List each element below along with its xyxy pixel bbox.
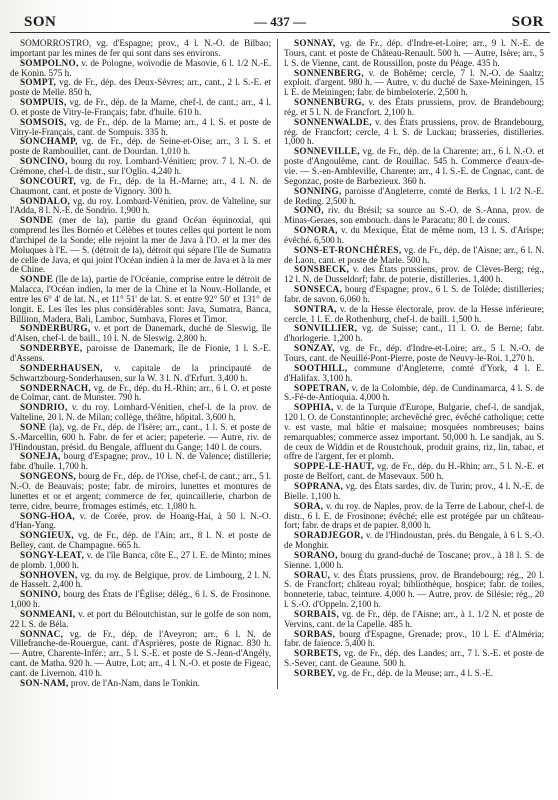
dictionary-entry (10, 630, 271, 679)
entry-headword: SONCHAMP, (20, 136, 78, 147)
dictionary-entry (284, 364, 544, 384)
entry-text: v. du roy. Lombard-Vénitien, chef-l. de la prov. de Valteline, 20 l. N. de Milan; collège, théâtre, hôpital. 3,600 h. (10, 402, 271, 423)
entry-headword: SONNAY, (294, 38, 336, 48)
entry-text: v. de la Colombie, dép. de Cundinamarca, 4 l. S. de S.-Fé-de-Antioquia. 4,000 h. (284, 382, 544, 403)
entry-headword: SONS-ET-RONCHÈRES, (294, 244, 402, 255)
dictionary-entry (10, 98, 271, 118)
dictionary-entry (10, 423, 271, 453)
entry-text: vg. des États sardes, div. de Turin; prov., 4 l. N.-E. de Bielle. 1,100 h. (284, 480, 544, 501)
dictionary-entry (284, 147, 544, 186)
entry-headword: SORADJEGOR, (294, 530, 364, 541)
entry-headword: SONDERNACH, (20, 382, 91, 393)
dictionary-entry (284, 206, 544, 226)
dictionary-entry (10, 551, 271, 571)
entry-text: vg. de Suisse; cant., 11 l. O. de Berne; fabr. d'horlogerie. 1,200 h. (284, 323, 544, 344)
entry-text: vg. de Fr., dép. de l'Aisne; arr., 6 l. N. de Laon, cant. et poste de Marle. 500 h. (284, 244, 544, 265)
entry-headword: SORA, (294, 500, 324, 511)
dictionary-entry (10, 403, 271, 423)
dictionary-entry (284, 246, 544, 266)
entry-text: v. et port du Béloutchistan, sur le golfe de son nom, 22 l. S. de Béla. (10, 608, 271, 629)
entry-text: (la), vg. de Fr., dép. de l'Isère; arr., cant., 1 l. S. et poste de S.-Marcellin, 600 h. Fabr. de fer et acier; papeterie. — Autre, riv. de l'Hindoustan, présid. du Bengale, affluent du Gange; 140 l. de cours. (10, 421, 271, 452)
entry-headword: SONNENBERG, (294, 67, 364, 78)
entry-text: SOMORROSTRO, vg. d'Espagne; prov., 4 l. N.-O. de Bilbao; important par les mines de fer qui sont dans ses environs. (10, 38, 271, 58)
entry-text: v. de l'Hindoustan, prés. du Bengale, à 6 l. S.-O. de Monghir. (284, 530, 544, 551)
entry-text: v. des États prussiens, prov. de Brandebourg; rég., 20 l. S. de Francfort; château royal; bibliothèque, hospice; fabr. de toiles, bonneterie, tabac, teinture. 4,000 h. — Autre, prov. de Silésie; rég., 20 l. S.-O. d'Oppeln. 2,100 h. (284, 569, 544, 610)
dictionary-entry (284, 403, 544, 462)
entry-text: vg. de Fr., dép. de l'Aisne; arr., à 1. 1/2 N. et poste de Vervins, cant. de la Capelle. 485 h. (284, 608, 544, 629)
entry-text: v. de Bohême; cercle, 7 l. N.-O. de Saaltz; exploit. d'argent. 980 h. — Autre, v. du duché de Saxe-Meiningen, 15 l. E. de Meiningen; fabr. de bimbeloterie. 2,500 h. (284, 67, 544, 98)
entry-text: v. de Pologne, woïvodie de Masovie, 6 l. 1/2 N.-E. de Konin. 575 h. (10, 57, 271, 78)
dictionary-entry (284, 649, 544, 669)
dictionary-entry (10, 590, 271, 610)
dictionary-entry (10, 275, 271, 324)
entry-headword: SONG-HOA, (20, 510, 76, 521)
running-head-right: SOR (511, 14, 544, 30)
entry-text: vg. de Fr., dép. de l'Ain; arr., 8 l. N. et poste de Belley, cant. de Champagne. 665 h. (10, 530, 271, 551)
dictionary-entry (284, 531, 544, 551)
entry-headword: SONNENBURG, (294, 97, 365, 108)
dictionary-entry (284, 571, 544, 610)
entry-text: vg. de Fr., dép. de la Meuse; arr., 4 l. S.-E. (335, 668, 494, 678)
entry-text: vg. de Fr., dép. d'Indre-et-Loire; arr., 9 l. N.-E. de Tours, cant. et poste de Château-Renault. 500 h. — Autre, Isère; arr., 5 l. S. de Vienne, cant. de Roussillon, poste du Péage. 435 h. (284, 38, 544, 68)
dictionary-entry (10, 679, 271, 689)
dictionary-entry (10, 344, 271, 364)
dictionary-entry (10, 78, 271, 98)
entry-text: vg. de Fr., dép. de la H.-Marne; arr., 4 l. N. de Chaumont, cant. et poste de Vignory. 300 h. (10, 175, 271, 196)
entry-text: bourg du grand-duché de Toscane; prov., à 18 l. S. de Sienne. 1,000 h. (284, 549, 544, 570)
entry-text: bourg des États de l'Église; délég., 6 l. S. de Frosinone. 1,000 h. (10, 589, 271, 610)
dictionary-entry (284, 324, 544, 344)
left-column (10, 39, 277, 689)
dictionary-entry (284, 551, 544, 571)
entry-text: v. des États prussiens, prov. de Clèves-Berg; rég., 12 l. N. de Dusseldorf; fabr. de poterie, distilleries. 1,400 h. (284, 264, 544, 285)
dictionary-entry (10, 571, 271, 591)
dictionary-entry (284, 344, 544, 364)
entry-headword: SOOTHILL, (294, 362, 348, 373)
entry-text: vg. de Fr., dép. d'Indre-et-Loire; arr., 5 l. N.-O. de Tours, cant. de Neuillé-Pont-Pierre, poste de Neuvy-le-Roi. 1,270 h. (284, 343, 544, 363)
entry-headword: SOMPOLNO, (20, 57, 79, 68)
entry-headword: SOPPE-LE-HAUT, (294, 461, 375, 472)
dictionary-entry (10, 177, 271, 197)
entry-text: v. de la Hesse électorale, prov. de la Hesse inférieure; cercle, 1 l. E. de Rothenburg, chef-l. de baill. 1,500 h. (284, 303, 544, 324)
entry-text: bourg du roy. Lombard-Vénitien; prov. 7 l. N.-O. de Crémone, chef-l. de distr., sur l'Oglio. 4,240 h. (10, 156, 271, 176)
dictionary-entry (10, 324, 271, 344)
entry-headword: SOPETRAN, (294, 382, 350, 393)
entry-headword: SONNAC, (20, 628, 64, 639)
entry-text: vg. de Fr., dép. du H.-Rhin; arr., 6 l. O. et poste de Colmar, cant. de Munster. 790 h. (10, 382, 271, 403)
dictionary-entry (10, 512, 271, 532)
entry-text: v. des États prussiens, prov. de Brandebourg, rég. de Francfort; cercle, 4 l. S. de Luckau; brasseries, distilleries. 1,000 h. (284, 116, 544, 147)
entry-headword: SOPRANA, (294, 480, 344, 491)
dictionary-entry (10, 39, 271, 59)
entry-text: v. de Corée, prov. de Hoang-Hai, à 50 l. N.-O. d'Han-Yang. (10, 510, 271, 531)
dictionary-entry (10, 384, 271, 404)
dictionary-entry (10, 59, 271, 79)
entry-text: bourg d'Espagne; prov., 6 l. S. de Tolède; distilleries; fabr. de savon. 6,060 h. (284, 284, 544, 304)
entry-headword: SONHOVEN, (20, 569, 78, 580)
entry-text: v. de la Turquie d'Europe, Bulgarie, chef-l. de sandjak, 120 l. O. de Constantinople; archevêché grec, évêché catholique; cette v. est vaste, mal bâtie et malsaine; mosquées nombreuses; bains remarquables; commerce assez important. 50,000 h. Le sandjak, au S. de ceux de Widdin et de Roustchouk, produit grains, riz, lin, tabac, et offre de l'argent, fer et plomb. (284, 402, 544, 462)
running-head-left: SON (24, 14, 57, 30)
entry-headword: SONGIEUX, (20, 530, 75, 541)
entry-headword: SONSBECK, (294, 264, 350, 275)
entry-text: vg. de Fr., dép. des Landes; arr., 7 l. S.-E. et poste de S.-Sever, cant. de Geaune. 500 h. (284, 648, 544, 669)
entry-headword: SONVILLIER, (294, 323, 358, 334)
entry-text: vg. de Fr., dép. de Seine-et-Oise; arr., 3 l. S. et poste de Rambouillet, cant. de Dourdan. 1,010 h. (10, 136, 271, 157)
entry-text: commune d'Angleterre, comté d'York, 4 l. E. d'Halifax. 3,100 h. (284, 362, 544, 383)
entry-headword: SONDRIO, (20, 402, 68, 413)
entry-headword: SORBAIS, (294, 608, 340, 619)
dictionary-entry (10, 610, 271, 630)
entry-headword: SON-NAM, (20, 677, 69, 688)
entry-text: vg. de Fr., dép. de la Marne; arr., 4 l. S. et poste de Vitry-le-Français, cant. de Sompuis. 335 h. (10, 116, 271, 137)
dictionary-entry (284, 669, 544, 679)
dictionary-entry (10, 118, 271, 138)
entry-headword: SONCOURT, (20, 175, 77, 186)
page-header (10, 14, 550, 33)
entry-text: riv. du Brésil; sa source au S.-O. de S.-Anna, prov. de Minas-Geraes, son embouch. dans le Paracatu; 80 l. de cours. (284, 205, 544, 226)
entry-headword: SONORA, (294, 225, 338, 236)
dictionary-entry (10, 216, 271, 275)
entry-headword: SONNENWALDE, (294, 116, 372, 127)
dictionary-entry (10, 137, 271, 157)
dictionary-entry (10, 197, 271, 217)
dictionary-entry (284, 98, 544, 118)
entry-headword: SORBETS, (294, 648, 342, 659)
dictionary-entry (284, 187, 544, 207)
entry-text: v. du Mexique, État de même nom, 13 l. S. d'Arispe; évêché. 6,500 h. (284, 225, 544, 245)
entry-text: vg. de Fr., dép. du H.-Rhin; arr., 5 l. N.-E. et poste de Belfort, cant. de Masevaux. 500 h. (284, 461, 544, 482)
entry-text: v. capitale de la principauté de Schwartzbourg-Sonderhausen, sur la W. 3 l. N. d'Erfurt. 3,400 h. (10, 362, 271, 383)
dictionary-entry (284, 69, 544, 99)
dictionary-entry (10, 531, 271, 551)
dictionary-entry (284, 630, 544, 650)
entry-headword: SONTRA, (294, 303, 337, 314)
entry-headword: SONDERBURG, (20, 323, 91, 334)
entry-headword: SONGEONS, (20, 471, 77, 482)
entry-headword: SONDALO, (20, 195, 71, 206)
dictionary-entry (284, 482, 544, 502)
entry-headword: SONNING, (294, 185, 342, 196)
entry-headword: SOPHIA, (294, 402, 334, 413)
entry-headword: SOMPT, (20, 77, 57, 88)
dictionary-entry (284, 502, 544, 532)
entry-text: vg. du roy. Lombard-Vénitien, prov. de Valteline, sur l'Adda, 8 l. N.-E. de Sondrio. 1,900 h. (10, 195, 271, 216)
right-column (277, 39, 544, 689)
entry-headword: SONCINO, (20, 156, 68, 167)
dictionary-entry (284, 462, 544, 482)
entry-text: vg. de Fr., dép. de la Charente; arr., 6 l. N.-O. et poste d'Angoulême, cant. de Rouillac. 545 h. Commerce d'eaux-de-vie. — S.-en-Ambleville, Charente; arr., 4 l. S.-E. de Cognac, cant. de Segonzac, poste de Barbezieux. 360 h. (284, 146, 544, 186)
text-columns (10, 39, 550, 689)
entry-text: vg. de Fr., dép. de la Marne, chef-l. de cant.; arr., 4 l. O. et poste de Vitry-le-Français; fabr. d'huile. 610 h. (10, 97, 271, 117)
dictionary-entry (10, 472, 271, 511)
entry-text: paroisse d'Angleterre, comté de Berks, 1 l. 1/2 N.-E. de Reding. 2,500 h. (284, 185, 544, 206)
entry-headword: SORAU, (294, 569, 331, 580)
entry-text: v. de l'île Banca, côte E., 27 l. E. de Minto; mines de plomb. 1,000 h. (10, 549, 271, 570)
entry-headword: SOMPUIS, (20, 97, 67, 108)
dictionary-entry (284, 285, 544, 305)
entry-text: v. et port de Danemark, duché de Sleswig, île d'Alsen, chef-l. de baill., 10 l. N. de Sleswig. 2,800 h. (10, 323, 271, 344)
entry-headword: SONDE (20, 215, 54, 226)
entry-text: (mer de la), partie du grand Océan équinoxial, qui comprend les îles Bornéo et Célèbes et toutes celles qui portent le nom d'archipel de la Sonde; elle rejoint la mer de Java à l'O. et la mer des Moluques à l'E. — S. (détroit de la), détroit qui sépare l'île de Sumatra de celle de Java, et qui joint l'Océan indien à la mer de Java et à la mer de Chine. (10, 215, 271, 275)
entry-headword: SONZAY, (294, 343, 335, 354)
entry-text: vg. du roy. de Belgique, prov. de Limbourg, 2 l. N. de Hasselt. 2,400 h. (10, 569, 271, 590)
dictionary-entry (10, 157, 271, 177)
entry-text: (île de la), partie de l'Océanie, comprise entre le détroit de Malacca, l'Océan indien, la mer de la Chine et la Nouv.-Hollande, et entre les 6° 4' de lat. N., et 11° 51' de lat. S. et entre 92° 50' et 131° de longit. E. Les îles les plus considérables sont: Java, Sumatra, Banca, Billiton, Madera, Bali, Lamboc, Sumbava, Flores et Timor. (10, 274, 271, 324)
dictionary-entry (10, 364, 271, 384)
entry-headword: SONO, (294, 205, 324, 216)
entry-headword: SORBEY, (294, 668, 336, 678)
entry-headword: SONE (20, 421, 47, 432)
entry-text: paroisse de Danemark, île de Fionie, 1 l. S.-E. d'Assens. (10, 343, 271, 363)
entry-headword: SONINO, (20, 589, 61, 600)
page-number: — 437 — (254, 14, 306, 29)
dictionary-entry (284, 39, 544, 69)
entry-headword: SORANO, (294, 549, 338, 560)
dictionary-entry (284, 384, 544, 404)
dictionary-entry (284, 610, 544, 630)
entry-headword: SONMEANI, (20, 608, 76, 619)
dictionary-entry (284, 265, 544, 285)
dictionary-entry (284, 118, 544, 148)
entry-text: v. des États prussiens, prov. de Brandebourg; rég. et 5 l. N. de Francfort. 2,100 h. (284, 97, 544, 117)
entry-headword: SONSECA, (294, 284, 343, 295)
entry-headword: SORBAS, (294, 628, 336, 639)
dictionary-entry (10, 452, 271, 472)
entry-text: prov. de l'An-Nam, dans le Tonkin. (68, 677, 200, 688)
dictionary-entry (284, 226, 544, 246)
entry-headword: SONDERHAUSEN, (20, 362, 103, 373)
entry-headword: SONDE (20, 274, 54, 285)
entry-text: v. du roy. de Naples, prov. de la Terre de Labour, chef-l. de distr., 6 l. E. de Frosinone; évêché; elle est protégée par un château-fort; fabr. de draps et de papier. 8,000 h. (284, 500, 544, 531)
entry-headword: SONEJA, (20, 451, 61, 462)
dictionary-entry (284, 305, 544, 325)
entry-text: bourg de Fr., dép. de l'Oise, chef-l. de cant.; arr., 5 l. N.-O. de Beauvais; poste; fabr. de miroirs, lunettes et montures de lunettes et or et argent; commerce de fer, quincaillerie, charbon de terre, cidre, beurre, fromages estimés, etc. 1,080 h. (10, 471, 271, 511)
entry-headword: SOMSOIS, (20, 116, 67, 127)
entry-headword: SONGY-LEAT, (20, 549, 85, 560)
entry-text: bourg d'Espagne; prov., 10 l. N. de Valence; distillerie; fabr. d'huile. 1,700 h. (10, 451, 271, 472)
entry-text: bourg d'Espagne, Grenade; prov., 10 l. E. d'Alméria; fabr. de faïence. 5,400 h. (284, 628, 544, 649)
entry-text: vg. de Fr., dép. des Deux-Sèvres; arr., cant., 2 l. S.-E. et poste de Melle. 850 h. (10, 77, 271, 98)
entry-headword: SONDERBYE, (20, 343, 83, 354)
entry-text: vg. de Fr., dép. de l'Aveyron; arr., 6 l. N. de Villefranche-de-Rouergue, cant. d'Asprières, poste de Rignac. 830 h. — Autre, Charente-Infér.; arr., 5 l. S.-E. et poste de S.-Jean-d'Angély, cant. de Matha. 920 h. — Autre, Lot; arr., 4 l. N.-O. et poste de Figeac, cant. de Livernon. 410 h. (10, 628, 271, 678)
entry-headword: SONNEVILLE, (294, 146, 360, 157)
